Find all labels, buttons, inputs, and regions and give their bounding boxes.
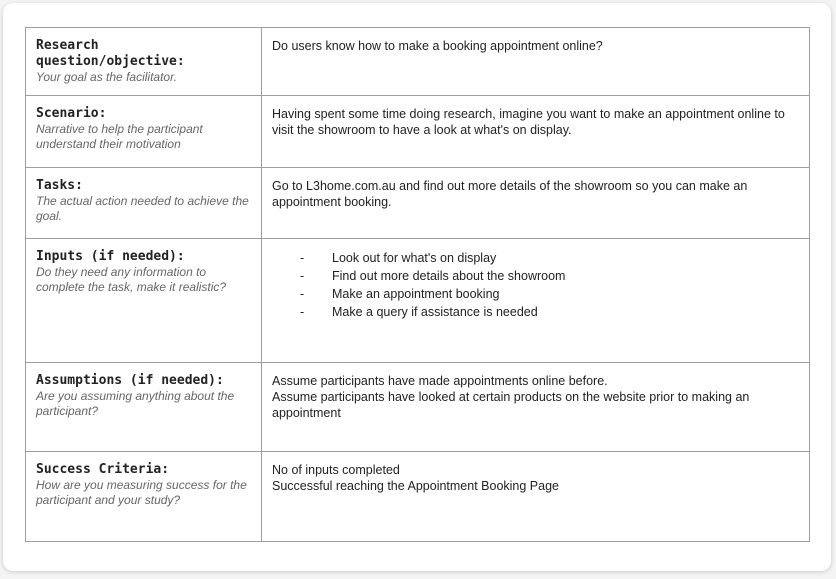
field-label: Success Criteria: bbox=[36, 462, 170, 477]
content-text: Do users know how to make a booking appointment online? bbox=[272, 39, 603, 53]
table-row-inputs bbox=[26, 239, 810, 363]
label-cell bbox=[26, 239, 262, 363]
list-item: - Make a query if assistance is needed bbox=[300, 303, 799, 321]
content-cell bbox=[262, 363, 810, 452]
field-label: Scenario: bbox=[36, 106, 107, 121]
table-row-assumptions bbox=[26, 363, 810, 452]
content-cell bbox=[262, 452, 810, 542]
list-item: - Look out for what's on display bbox=[300, 249, 799, 267]
content-cell bbox=[262, 96, 810, 168]
field-label: Inputs (if needed): bbox=[36, 249, 185, 264]
content-text: Having spent some time doing research, imagine you want to make an appointment online to visit the showroom to have a look at what's on display. bbox=[272, 107, 785, 137]
field-hint: Are you assuming anything about the participant? bbox=[36, 389, 235, 418]
label-cell bbox=[26, 452, 262, 542]
field-hint: Narrative to help the participant understand their motivation bbox=[36, 122, 203, 151]
field-label: Tasks: bbox=[36, 178, 83, 193]
field-label: Assumptions (if needed): bbox=[36, 373, 224, 388]
table-row-tasks bbox=[26, 168, 810, 239]
field-hint: Do they need any information to complete the task, make it realistic? bbox=[36, 265, 227, 294]
table-row-research-question bbox=[26, 28, 810, 96]
content-text: Go to L3home.com.au and find out more details of the showroom so you can make an appointment booking. bbox=[272, 179, 748, 209]
inputs-bullet-list bbox=[272, 249, 799, 321]
document-card bbox=[3, 3, 831, 571]
table-row-scenario bbox=[26, 96, 810, 168]
field-hint: How are you measuring success for the participant and your study? bbox=[36, 478, 247, 507]
content-text: Assume participants have looked at certain products on the website prior to making an appointment bbox=[272, 390, 750, 420]
label-cell bbox=[26, 96, 262, 168]
field-label: Research question/objective: bbox=[36, 38, 185, 69]
table-row-success-criteria bbox=[26, 452, 810, 542]
content-cell bbox=[262, 28, 810, 96]
field-hint: The actual action needed to achieve the goal. bbox=[36, 194, 249, 223]
label-cell bbox=[26, 168, 262, 239]
label-cell bbox=[26, 363, 262, 452]
content-cell bbox=[262, 168, 810, 239]
content-text: No of inputs completed bbox=[272, 463, 400, 477]
list-item: - Make an appointment booking bbox=[300, 285, 799, 303]
label-cell bbox=[26, 28, 262, 96]
content-cell bbox=[262, 239, 810, 363]
content-text: Assume participants have made appointments online before. bbox=[272, 374, 608, 388]
test-plan-table bbox=[25, 27, 810, 542]
field-hint: Your goal as the facilitator. bbox=[36, 70, 177, 84]
list-item: - Find out more details about the showroom bbox=[300, 267, 799, 285]
content-text: Successful reaching the Appointment Booking Page bbox=[272, 479, 559, 493]
